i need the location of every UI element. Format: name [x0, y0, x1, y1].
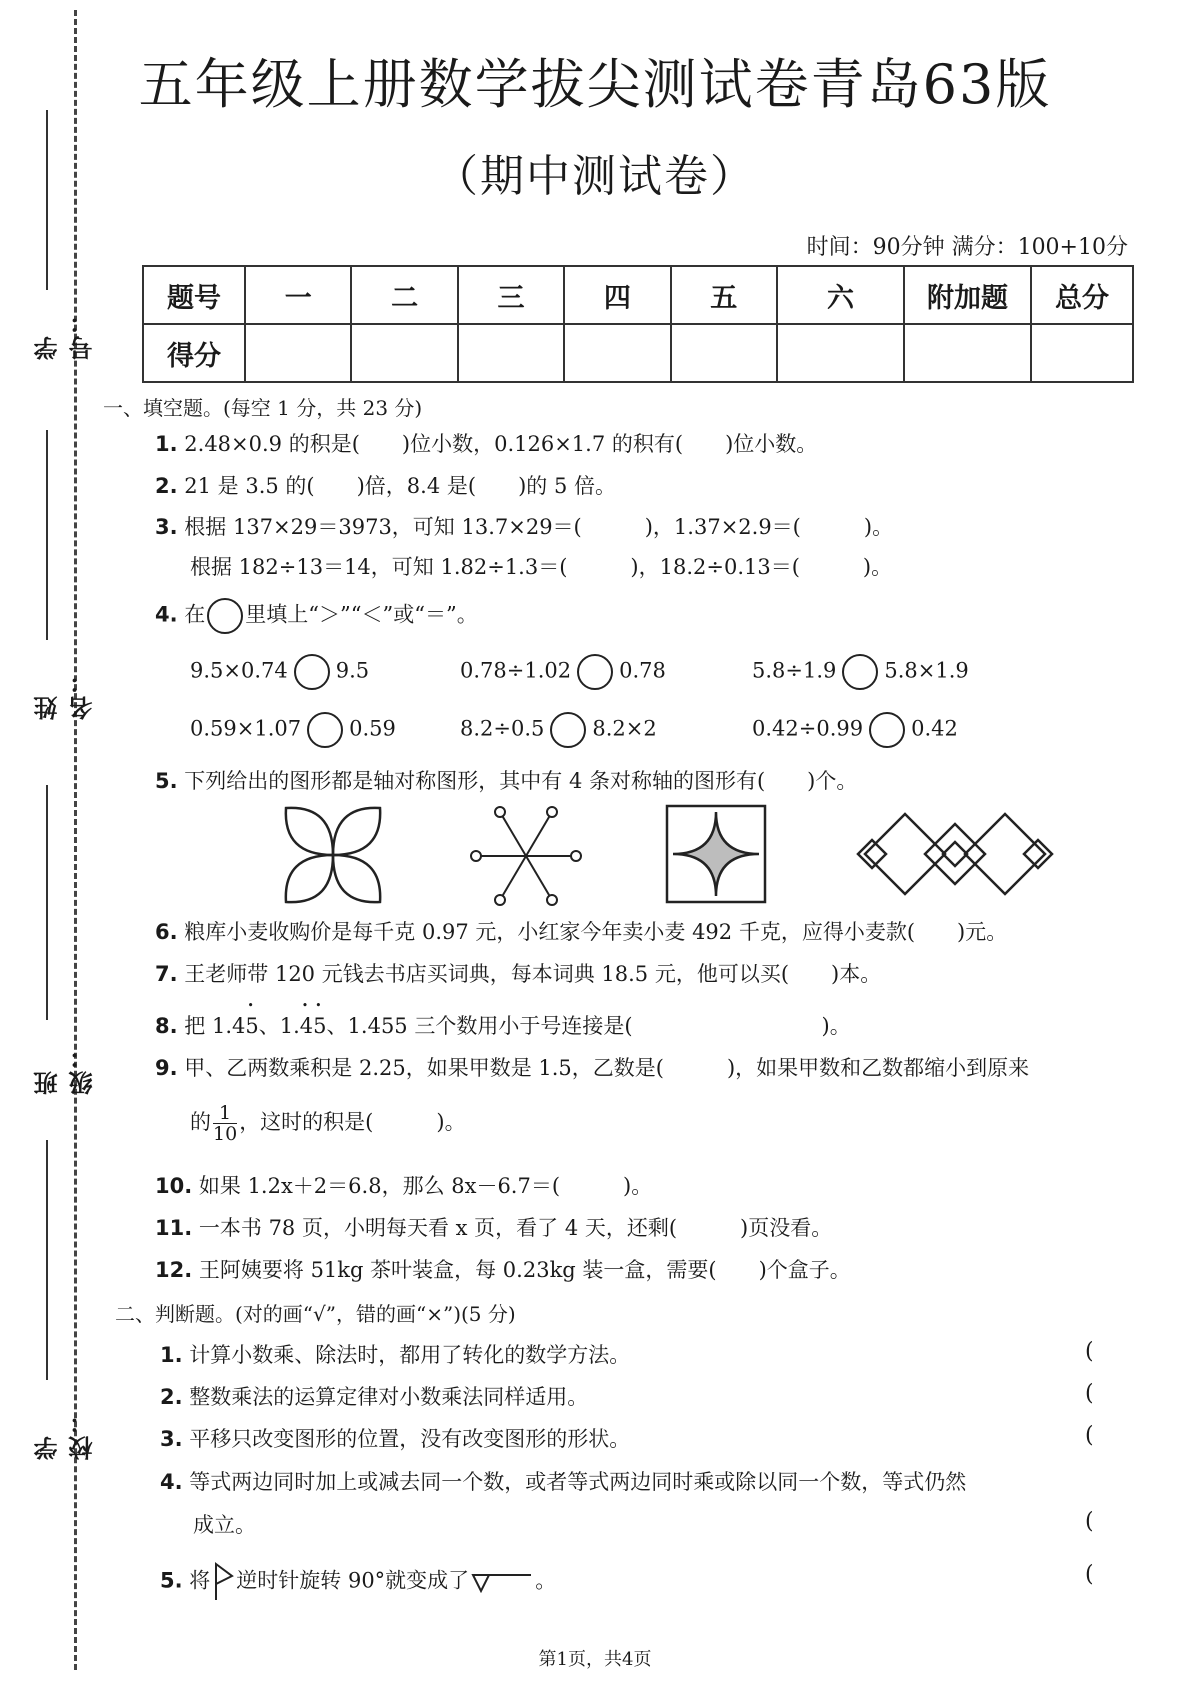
question-1-10: [155, 1170, 652, 1200]
question-text: 平移只改变图形的位置，没有改变图形的形状。: [189, 1427, 631, 1451]
compare-left: 0.59×1.07: [190, 716, 302, 741]
question-text: 一本书 78 页，小明每天看 x 页，看了 4 天，还剩( )页没看。: [198, 1216, 833, 1240]
score-cell[interactable]: [458, 324, 564, 382]
judge-question-2: [160, 1381, 588, 1411]
answer-paren[interactable]: (: [1085, 1562, 1094, 1587]
compare-right: 0.42: [911, 716, 958, 741]
question-number: 4.: [155, 602, 178, 627]
answer-paren[interactable]: (: [1085, 1381, 1094, 1406]
compare-left: 8.2÷0.5: [460, 716, 545, 741]
score-header-cell: 六: [777, 266, 904, 324]
score-cell[interactable]: [904, 324, 1031, 382]
answer-circle[interactable]: [842, 654, 878, 690]
score-header-cell: 四: [564, 266, 670, 324]
answer-circle[interactable]: [869, 712, 905, 748]
decimal-part: 1.: [279, 1014, 300, 1038]
question-text-line1: 甲、乙两数乘积是 2.25，如果甲数是 1.5，乙数是( )，如果甲数和乙数都缩小到原来: [184, 1056, 1030, 1080]
question-text: 整数乘法的运算定律对小数乘法同样适用。: [189, 1385, 589, 1409]
score-cell[interactable]: [1031, 324, 1133, 382]
question-1-7: [155, 958, 881, 988]
recurring-digit: • 5: [245, 1014, 258, 1038]
judge-question-3: [160, 1423, 630, 1453]
decimal-part: 1.4: [211, 1014, 246, 1038]
score-cell[interactable]: [777, 324, 904, 382]
question-number: 1.: [160, 1343, 183, 1367]
score-table: [142, 265, 1134, 383]
compare-item: [460, 654, 666, 690]
compare-right: 9.5: [335, 658, 370, 683]
question-number: 4.: [160, 1470, 183, 1494]
question-number: 5.: [160, 1568, 183, 1593]
answer-circle[interactable]: [307, 712, 343, 748]
name-blank-line[interactable]: [46, 430, 48, 640]
flag-left-icon: [471, 1571, 533, 1593]
question-text-b: 里填上“＞”“＜”或“＝”。: [245, 602, 478, 627]
question-number: 3.: [155, 515, 178, 539]
question-number: 12.: [155, 1258, 193, 1282]
question-text: 将: [189, 1568, 211, 1593]
score-cell[interactable]: [351, 324, 457, 382]
question-number: 3.: [160, 1427, 183, 1451]
section2-heading: 二、判断题。(对的画“√”，错的画“×”)(5 分): [115, 1302, 516, 1326]
score-header-cell: 总分: [1031, 266, 1133, 324]
school-label: 学校：: [33, 1408, 97, 1460]
page-subtitle: （期中测试卷）: [434, 151, 756, 202]
question-number: 1.: [155, 432, 178, 456]
question-text: 王老师带 120 元钱去书店买词典，每本词典 18.5 元，他可以买( )本。: [184, 962, 882, 986]
score-header-cell: 附加题: [904, 266, 1031, 324]
answer-paren[interactable]: (: [1085, 1423, 1094, 1448]
score-cell[interactable]: [245, 324, 351, 382]
question-text-prefix: 把: [184, 1014, 212, 1038]
student-id-label: 学号：: [33, 308, 97, 360]
question-text-a: 在: [184, 602, 206, 627]
score-header-cell: 三: [458, 266, 564, 324]
question-1-9: [155, 1052, 1029, 1082]
question-1-8: [155, 1010, 851, 1040]
side-field-school: [18, 1140, 97, 1460]
school-blank-line[interactable]: [46, 1140, 48, 1380]
score-row-label: 得分: [143, 324, 245, 382]
question-1-12: [155, 1254, 851, 1284]
fraction-denominator: 10: [213, 1123, 238, 1145]
judge-question-4-line2: 成立。: [193, 1513, 256, 1537]
question-number: 10.: [155, 1174, 193, 1198]
question-1-4: [155, 598, 478, 634]
question-text: 2.48×0.9 的积是( )位小数，0.126×1.7 的积有( )位小数。: [184, 432, 818, 456]
separator: 、: [258, 1014, 280, 1038]
question-1-3-line2: 根据 182÷13＝14，可知 1.82÷1.3＝( )，18.2÷0.13＝( )。: [190, 555, 893, 579]
question-1-2: [155, 470, 616, 500]
question-text: 。: [535, 1568, 557, 1593]
class-blank-line[interactable]: [46, 785, 48, 1020]
compare-left: 9.5×0.74: [190, 658, 288, 683]
question-number: 9.: [155, 1056, 178, 1080]
question-number: 7.: [155, 962, 178, 986]
score-header-cell: 题号: [143, 266, 245, 324]
answer-paren[interactable]: (: [1085, 1509, 1094, 1534]
judge-question-4: [160, 1466, 966, 1496]
section1-heading: 一、填空题。(每空 1 分，共 23 分): [103, 396, 423, 420]
question-text: 粮库小麦收购价是每千克 0.97 元，小红家今年卖小麦 492 千克，应得小麦款( )元。: [184, 920, 1008, 944]
question-text-line1: 根据 137×29＝3973，可知 13.7×29＝( )，1.37×2.9＝( )。: [184, 515, 894, 539]
compare-item: [190, 712, 396, 748]
question-1-5: [155, 765, 857, 795]
score-header-cell: 一: [245, 266, 351, 324]
judge-question-1: [160, 1339, 630, 1369]
compare-item: [190, 654, 369, 690]
score-cell[interactable]: [564, 324, 670, 382]
class-label: 班级：: [33, 1043, 97, 1095]
fraction: [213, 1103, 237, 1144]
score-table-score-row: [143, 324, 1133, 382]
four-petal-figure-icon: [283, 805, 383, 905]
question-1-6: [155, 916, 1007, 946]
question-number: 5.: [155, 769, 178, 793]
square-concave-star-icon: [665, 804, 767, 904]
page-footer: 第1页，共4页: [538, 1649, 652, 1670]
recurring-digit: • 4: [300, 1014, 313, 1038]
side-field-class: [18, 785, 97, 1095]
compare-left: 0.42÷0.99: [752, 716, 864, 741]
question-number: 2.: [155, 474, 178, 498]
recurring-digit: • 5: [313, 1014, 326, 1038]
question-number: 11.: [155, 1216, 193, 1240]
question-number: 8.: [155, 1014, 178, 1038]
score-table-header-row: [143, 266, 1133, 324]
question-1-11: [155, 1212, 832, 1242]
compare-item: [752, 712, 958, 748]
question-text: 王阿姨要将 51kg 茶叶装盒，每 0.23kg 装一盒，需要( )个盒子。: [198, 1258, 851, 1282]
question-text: 计算小数乘、除法时，都用了转化的数学方法。: [189, 1343, 631, 1367]
question-text: 21 是 3.5 的( )倍，8.4 是( )的 5 倍。: [184, 474, 616, 498]
compare-right: 0.78: [619, 658, 666, 683]
compare-item: [460, 712, 657, 748]
page-title: 五年级上册数学拔尖测试卷青岛63版: [138, 53, 1052, 116]
question-text: 下列给出的图形都是轴对称图形，其中有 4 条对称轴的图形有( )个。: [184, 769, 858, 793]
answer-circle[interactable]: [294, 654, 330, 690]
question-1-1: [155, 428, 817, 458]
six-spoke-star-icon: [470, 806, 582, 906]
score-cell[interactable]: [671, 324, 777, 382]
judge-question-5: [160, 1562, 556, 1602]
fraction-numerator: 1: [213, 1103, 237, 1124]
question-text-line1: 等式两边同时加上或减去同一个数，或者等式两边同时乘或除以同一个数，等式仍然: [189, 1470, 967, 1494]
answer-circle[interactable]: [577, 654, 613, 690]
question-number: 6.: [155, 920, 178, 944]
compare-right: 5.8×1.9: [884, 658, 969, 683]
score-header-cell: 二: [351, 266, 457, 324]
answer-circle[interactable]: [550, 712, 586, 748]
time-info: 时间：90分钟 满分：100+10分: [806, 235, 1128, 260]
compare-right: 8.2×2: [592, 716, 657, 741]
question-1-9-line2: [190, 1103, 466, 1144]
flag-up-icon: [212, 1562, 234, 1602]
side-field-name: [18, 430, 97, 720]
question-number: 2.: [160, 1385, 183, 1409]
question-text: 如果 1.2x＋2＝6.8，那么 8x－6.7＝( )。: [198, 1174, 653, 1198]
question-1-3: [155, 511, 893, 541]
question-text: ，这时的积是( )。: [239, 1110, 466, 1134]
interlocking-diamonds-icon: [855, 812, 1055, 896]
score-header-cell: 五: [671, 266, 777, 324]
question-text-suffix: 、1.455 三个数用小于号连接是( )。: [326, 1014, 851, 1038]
question-text: 逆时针旋转 90°就变成了: [236, 1568, 470, 1593]
compare-left: 5.8÷1.9: [752, 658, 837, 683]
name-label: 姓名：: [33, 668, 97, 720]
compare-right: 0.59: [349, 716, 396, 741]
circle-icon: [207, 598, 243, 634]
question-text: 的: [190, 1110, 211, 1134]
answer-paren[interactable]: (: [1085, 1339, 1094, 1364]
compare-left: 0.78÷1.02: [460, 658, 572, 683]
compare-item: [752, 654, 969, 690]
